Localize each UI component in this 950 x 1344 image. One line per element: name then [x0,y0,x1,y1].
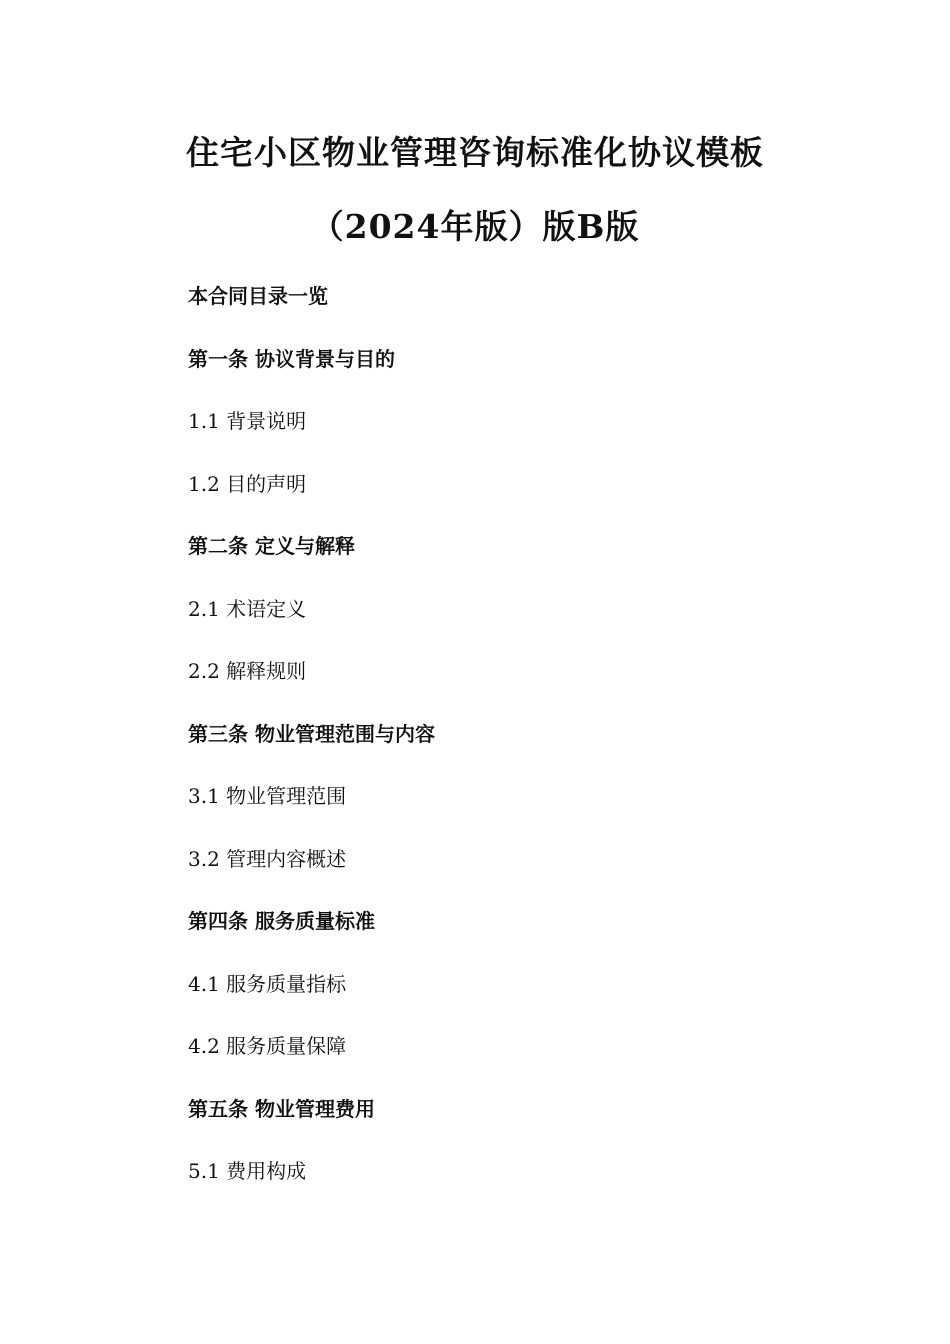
toc-section-1-2: 1.2 目的声明 [188,471,307,496]
toc-article-5: 第五条 物业管理费用 [188,1096,375,1121]
toc-section-3-1: 3.1 物业管理范围 [188,784,347,808]
document-title-line-2: （2024年版）版B版 [310,207,640,246]
table-of-contents [188,280,435,1218]
toc-title: 本合同目录一览 [188,284,328,308]
toc-section-1-1: 1.1 背景说明 [188,409,307,433]
toc-article-3: 第三条 物业管理范围与内容 [188,721,435,746]
toc-section-2-2: 2.2 解释规则 [188,659,307,683]
toc-section-4-1: 4.1 服务质量指标 [188,971,347,996]
toc-article-1: 第一条 协议背景与目的 [188,346,395,371]
toc-section-4-2: 4.2 服务质量保障 [188,1034,347,1058]
toc-article-2: 第二条 定义与解释 [188,534,355,558]
toc-article-4: 第四条 服务质量标准 [188,909,375,933]
document-title-line-1: 住宅小区物业管理咨询标准化协议模板 [186,133,764,172]
toc-section-3-2: 3.2 管理内容概述 [188,846,347,871]
toc-section-2-1: 2.1 术语定义 [188,596,307,621]
toc-section-5-1: 5.1 费用构成 [188,1159,307,1183]
